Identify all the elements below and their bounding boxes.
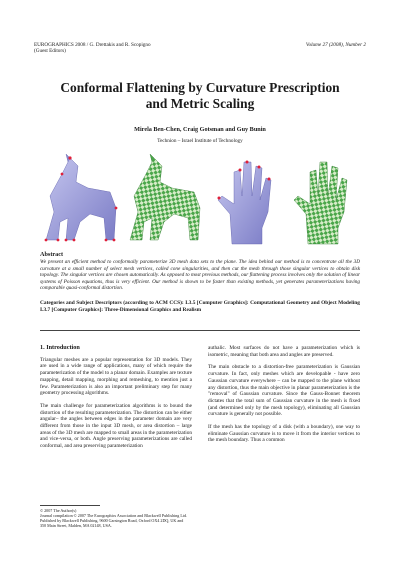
abstract-heading: Abstract xyxy=(40,251,64,258)
teaser-figure xyxy=(40,152,360,248)
paper-title xyxy=(40,80,360,112)
header-venue: EUROGRAPHICS 2008 / G. Drettakis and R. Scopigno xyxy=(34,42,151,48)
column-right xyxy=(208,345,360,450)
horse-mesh-blue xyxy=(45,154,118,241)
header-volume: Volume 27 (2008), Number 2 xyxy=(305,42,366,48)
intro-paragraph-4: The main obstacle to a distortion-free parameterization is Gaussian curvature. In fact, only meshes which are developable - have zero Gaussian curvature everywhere – can be mapped to the plane without any distortion, thus the main objective in planar parameterization is the "removal" of Gaussian curvature. Since the Gauss-Bonnet theorem dictates that the total sum of Gaussian curvature in the mesh is fixed (and determined only by the mesh topology), eliminating all Gaussian curvature is generally not possible. xyxy=(208,364,360,418)
footnote-line-2: Journal compilation © 2007 The Eurographics Association and Blackwell Publishing Ltd. xyxy=(40,513,188,518)
title-line-1: Conformal Flattening by Curvature Prescription xyxy=(60,80,340,95)
title-line-2: and Metric Scaling xyxy=(145,96,255,111)
footnote-line-3: Published by Blackwell Publishing, 9600 Garsington Road, Oxford OX4 2DQ, UK and xyxy=(40,518,184,523)
column-left xyxy=(40,345,192,456)
hand-mesh-checkerboard xyxy=(294,162,347,244)
intro-paragraph-5: If the mesh has the topology of a disk (with a boundary), one way to eliminate Gaussian curvature is to move it from the interior vertices to the mesh boundary. Thus a common xyxy=(208,424,360,444)
affiliation: Technion – Israel Institute of Technology xyxy=(157,138,243,144)
footnote-rule xyxy=(40,505,100,506)
intro-paragraph-3: authalic. Most surfaces do not have a parameterization which is isometric, meaning that both area and angles are preserved. xyxy=(208,345,360,358)
footnote-line-4: 350 Main Street, Malden, MA 02148, USA. xyxy=(40,523,112,528)
teaser-figure-graphic xyxy=(40,152,360,248)
authors: Mirela Ben-Chen, Craig Gotsman and Guy Bunin xyxy=(134,126,266,133)
header-editors: (Guest Editors) xyxy=(34,48,66,55)
header-left xyxy=(34,42,151,55)
abstract-text: We present an efficient method to conformally parameterize 3D mesh data sets to the plane. The idea behind our method is to concentrate all the 3D curvature at a small number of select mesh vertices, called cone singularities, and then cut the mesh through those singular vertices to obtain disk topology. The singular vertices are chosen automatically. As opposed to most previous methods, our flattening process involves only the solution of linear systems of Poisson equations, thus is very efficient. Our method is shown to be faster than existing methods, yet generates parameterizations having comparable quasi-conformal distortion. xyxy=(40,259,360,291)
intro-paragraph-2: The main challenge for parameterization algorithms is to bound the distortion of the resulting parameterization. The distortion can be either angular– the angles between edges in the parameter domain are very different from those in the input 3D mesh, or area distortion – large areas of the 3D mesh are mapped to small areas in the parameterization and vice-versa, or both. Angle preserving parameterizations are called conformal, and area preserving parameterization xyxy=(40,402,192,450)
acm-categories: Categories and Subject Descriptors (according to ACM CCS): I.3.5 [Computer Graphics]: Computational Geometry and Object Modeling I.3.7 [Computer Graphics]: Three-Dimensional Graphics and Realism xyxy=(40,300,360,313)
intro-paragraph-1: Triangular meshes are a popular representation for 3D models. They are used in a wide range of applications, many of which require the parameterization of the model to a planar domain. Examples are texture mapping, detail mapping, morphing and remeshing, to mention just a few. Parameterization is also an important preliminary step for many geometry processing algorithms. xyxy=(40,356,192,397)
copyright-footnote xyxy=(40,505,192,528)
horse-mesh-checkerboard xyxy=(130,154,200,240)
footnote-line-1: © 2007 The Author(s) xyxy=(40,508,77,513)
hand-mesh-blue xyxy=(218,161,272,245)
section-divider xyxy=(40,330,360,331)
intro-heading: 1. Introduction xyxy=(40,344,80,351)
